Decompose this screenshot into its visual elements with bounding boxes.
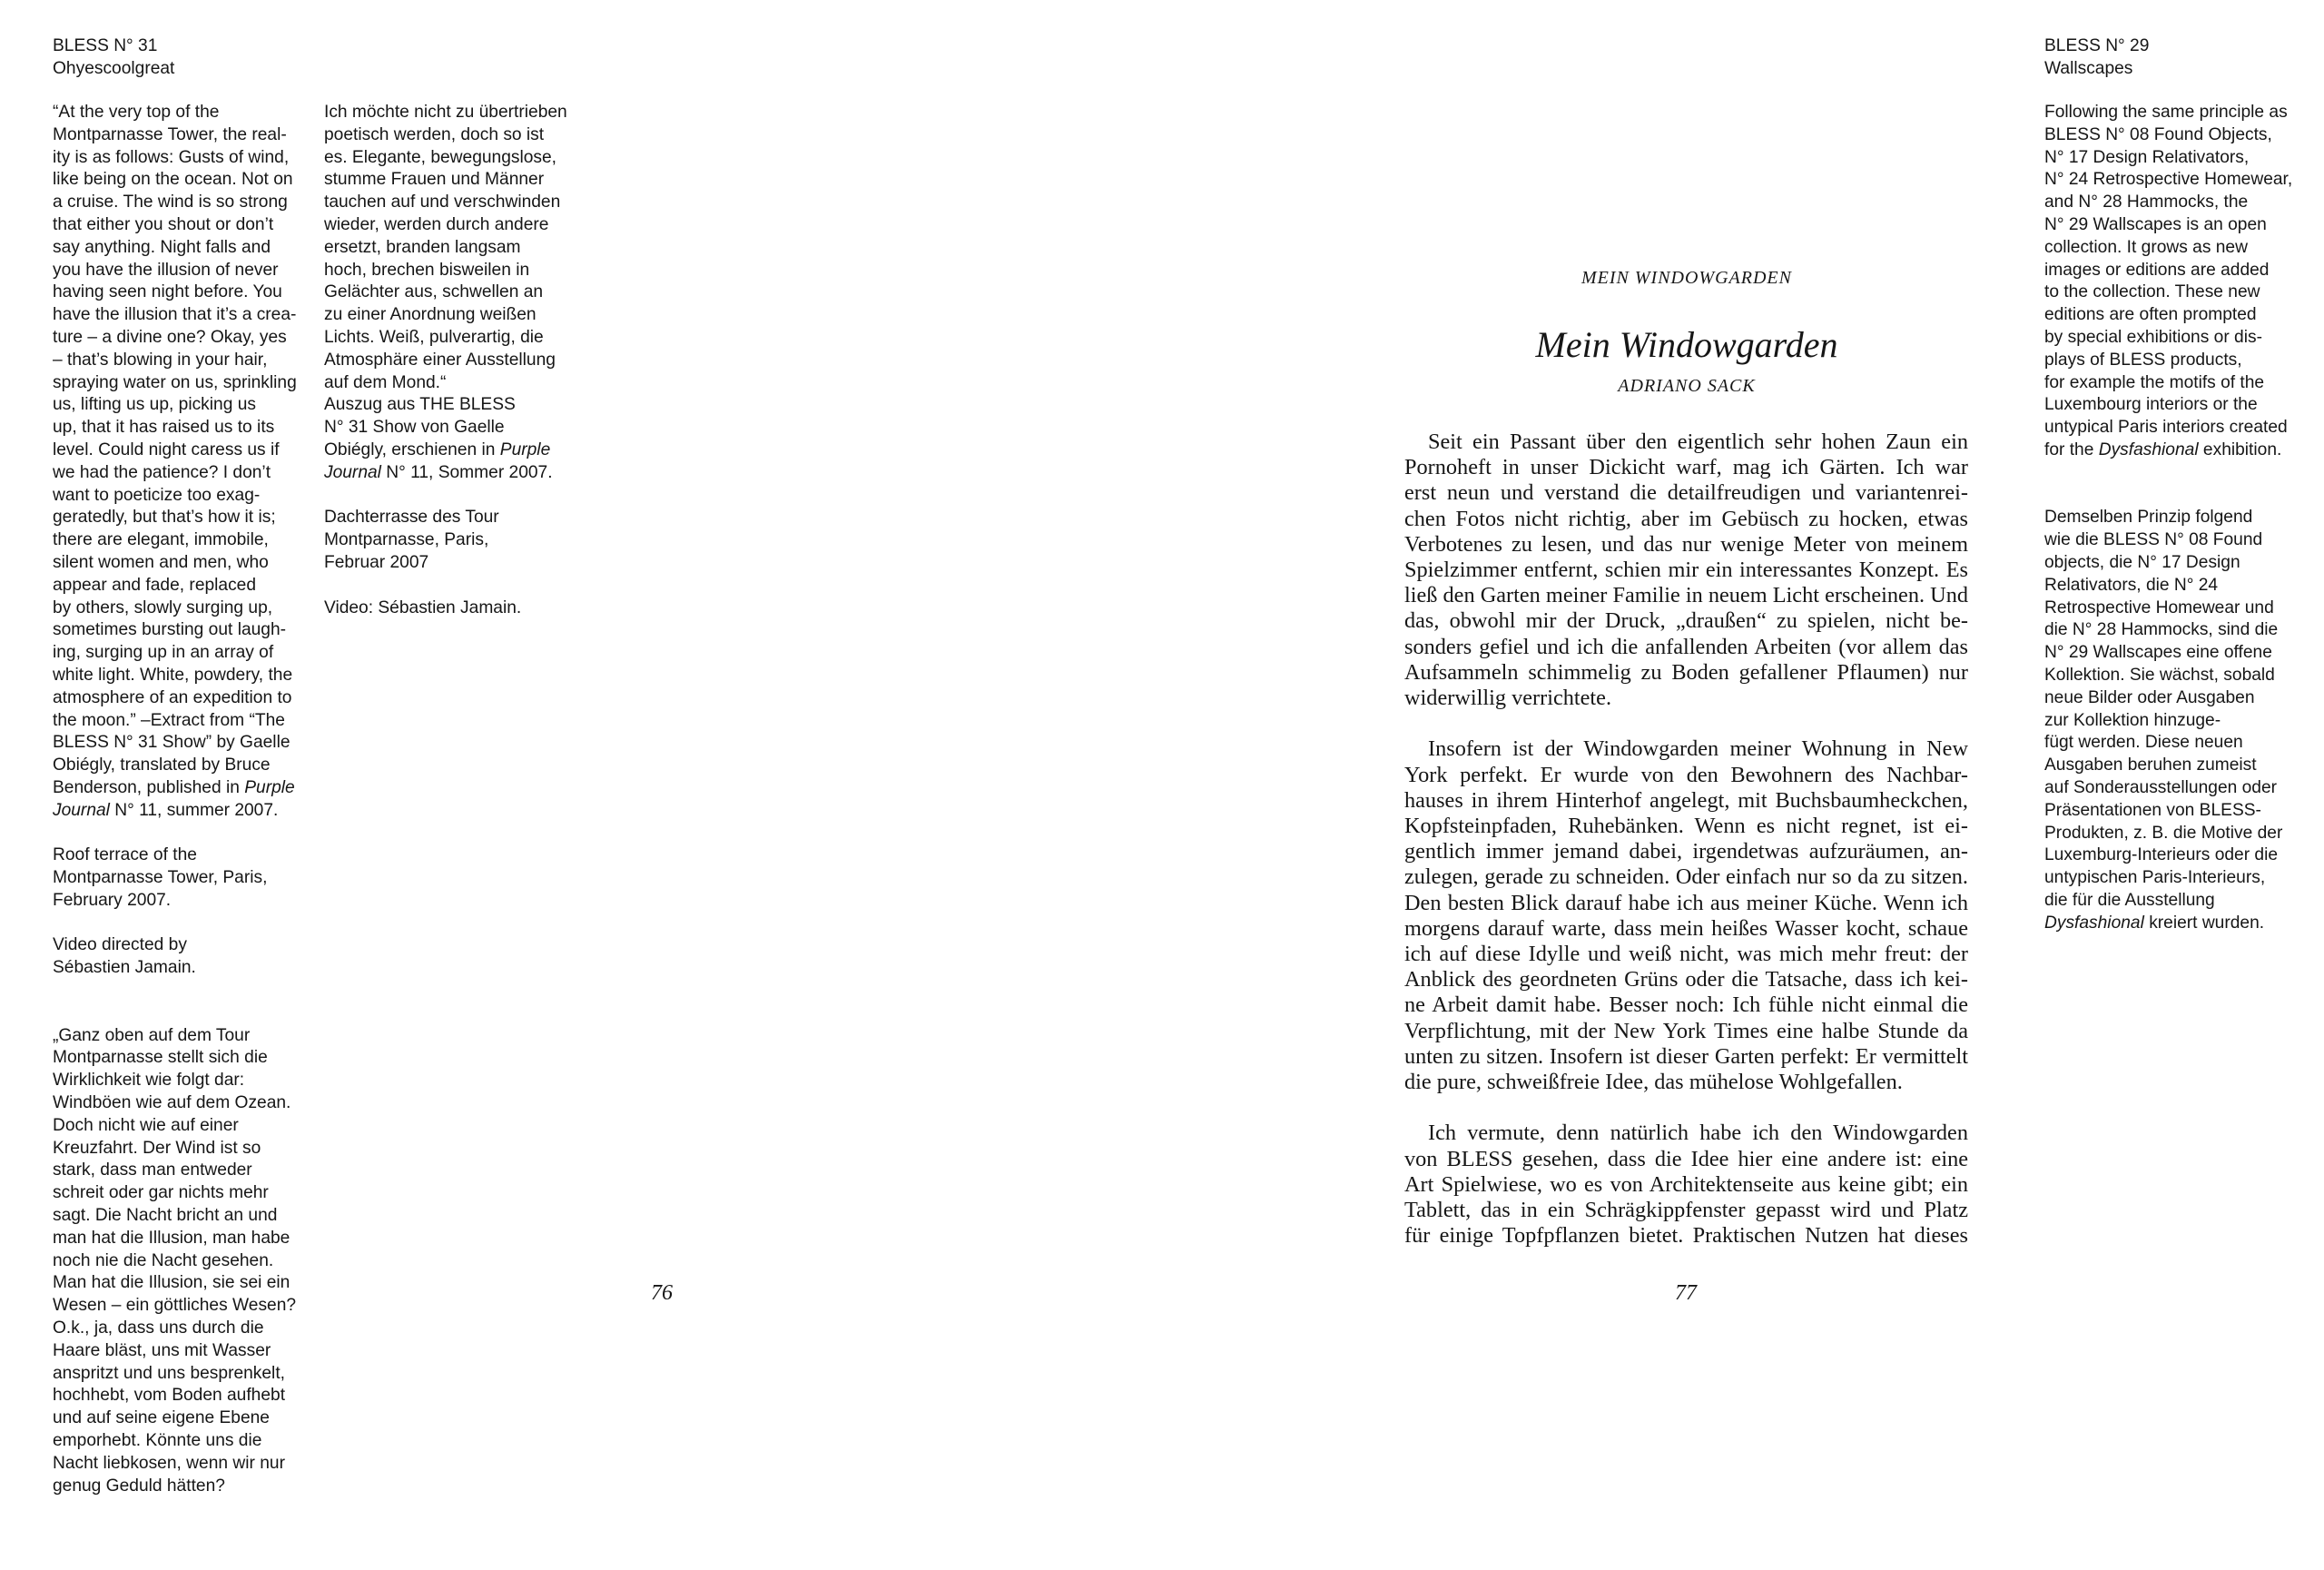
text-line: man hat die Illusion, man habe [53,1228,290,1248]
text-line: spraying water on us, sprinkling [53,372,297,392]
text-line: untypischen Paris-Interieurs, [2044,868,2266,888]
article-line: für einige Topfpflanzen bietet. Praktischen Nutzen hat dieses [1404,1223,1968,1249]
text-line: BLESS N° 08 Found Objects, [2044,124,2272,144]
text-line: untypical Paris interiors created [2044,418,2288,438]
text-line: die N° 28 Hammocks, sind die [2044,620,2279,640]
text-line: Gelächter aus, schwellen an [324,282,544,302]
text-line: ture – a divine one? Okay, yes [53,327,287,347]
text-line: wie die BLESS N° 08 Found [2044,530,2263,550]
text-line: Februar 2007 [324,552,429,572]
text-line: there are elegant, immobile, [53,530,269,550]
article-paragraph [1404,1121,1968,1249]
text-line: auf dem Mond.“ [324,372,447,392]
text-line: you have the illusion of never [53,260,279,280]
text-line: Kreuzfahrt. Der Wind ist so [53,1138,261,1158]
article-line: von BLESS gesehen, dass die Idee hier eine andere ist: eine [1404,1146,1968,1171]
sidebar-english [2044,102,2317,439]
text-line: Retrospective Homewear und [2044,597,2274,617]
text-line: geratedly, but that’s how it is; [53,508,276,528]
text-line: have the illusion that it’s a crea- [53,305,297,325]
german-quote-journal-line: Journal N° 11, Sommer 2007. [324,462,553,482]
article-line: zulegen, gerade zu schneiden. Oder einfach nur so da zu sitzen. [1404,864,1968,890]
text-line: BLESS N° 31 Show” by Gaelle [53,733,290,753]
text-line: Benderson, published in Purple [53,777,295,797]
text-line: appear and fade, replaced [53,575,257,595]
text-line: anspritzt und uns besprenkelt, [53,1363,285,1383]
article-line: die pure, schweißfreie Idee, das mühelose Wohlgefallen. [1404,1070,1903,1095]
text-line: Roof terrace of the [53,845,197,865]
text-line: stumme Frauen und Männer [324,170,545,190]
article-paragraph [1404,736,1968,1095]
text-line: sagt. Die Nacht bricht an und [53,1206,278,1226]
text-line: neue Bilder oder Ausgaben [2044,687,2255,707]
text-line: es. Elegante, bewegungslose, [324,147,557,167]
right-header-series: BLESS N° 29 [2044,36,2150,55]
text-line: say anything. Night falls and [53,237,271,257]
text-line: Kollektion. Sie wächst, sobald [2044,665,2275,685]
article-line: ließ den Garten meiner Familie in neuem Licht erscheinen. Und [1404,583,1968,608]
article-title: Mein Windowgarden [1535,324,1838,365]
text-line: plays of BLESS products, [2044,350,2242,370]
text-line: „Ganz oben auf dem Tour [53,1025,251,1045]
left-page-number: 76 [651,1281,673,1305]
text-line: that either you shout or don’t [53,214,274,234]
text-line: Video directed by [53,935,187,955]
text-line: N° 29 Wallscapes is an open [2044,214,2267,234]
text-line: February 2007. [53,890,172,910]
text-line: zu einer Anordnung weißen [324,305,537,325]
text-line: auf Sonderausstellungen oder [2044,777,2278,797]
text-line: ity is as follows: Gusts of wind, [53,147,290,167]
right-sidebar [2044,102,2317,934]
text-line: for example the motifs of the [2044,372,2265,392]
text-line: tauchen auf und verschwinden [324,193,561,212]
article-line: ne Arbeit damit habe. Besser noch: Ich fühle nicht einmal die [1404,992,1968,1018]
text-line: die für die Ausstellung [2044,890,2215,910]
article-line: erst neun und verstand die detailfreudigen und variantenrei- [1404,480,1968,506]
text-line: Sébastien Jamain. [53,958,196,978]
german-quote [53,1025,316,1498]
text-line: Luxembourg interiors or the [2044,395,2258,415]
text-line: by others, slowly surging up, [53,597,273,617]
text-line: level. Could night caress us if [53,439,280,459]
text-line: silent women and men, who [53,552,269,572]
text-line: Montparnasse stellt sich die [53,1048,268,1068]
text-line: hochhebt, vom Boden aufhebt [53,1386,286,1406]
text-line: Präsentationen von BLESS- [2044,800,2261,820]
sidebar-german-last-line: Dysfashional kreiert wurden. [2044,913,2265,933]
text-line: Wesen – ein göttliches Wesen? [53,1296,297,1316]
article-line: Insofern ist der Windowgarden meiner Wohnung in New [1428,736,1968,762]
text-line: Demselben Prinzip folgend [2044,508,2253,528]
text-line: Montparnasse, Paris, [324,530,489,550]
text-line: sometimes bursting out laugh- [53,620,287,640]
text-line: Nacht liebkosen, wenn wir nur [53,1453,285,1473]
text-line: us, lifting us up, picking us [53,395,256,415]
article-line: ich auf diese Idylle und weiß nicht, was mich mehr freut: der [1404,942,1968,967]
text-line: editions are often prompted [2044,305,2257,325]
text-line: collection. It grows as new [2044,237,2248,257]
article-line: das, obwohl mir der Druck, „draußen“ zu spielen, nicht be- [1404,608,1968,634]
german-quote-continued [324,102,596,462]
article-body [1404,430,1968,1249]
text-line: Obiégly, translated by Bruce [53,755,271,775]
text-line: genug Geduld hätten? [53,1476,225,1496]
text-line: Luxemburg-Interieurs oder die [2044,845,2279,865]
right-page-number: 77 [1675,1281,1697,1305]
article-line: sonders gefiel und ich die anfallenden Arbeiten (vor allem das [1404,634,1968,659]
left-col1 [53,102,316,1497]
text-line: ing, surging up in an array of [53,643,274,663]
english-caption-location [53,844,316,912]
text-line: ersetzt, branden langsam [324,237,521,257]
article-line: Aufsammeln schimmelig zu Boden gefallener Pflaumen) nur [1404,659,1968,685]
text-line: N° 24 Retrospective Homewear, [2044,170,2293,190]
article-paragraph [1404,430,1968,711]
running-head: MEIN WINDOWGARDEN [1581,268,1792,288]
text-line: Montparnasse Tower, Paris, [53,868,268,888]
article-line: hauses in ihrem Hinterhof angelegt, mit Buchsbaumheckchen, [1404,787,1968,813]
text-line: Following the same principle as [2044,103,2288,122]
text-line: Man hat die Illusion, sie sei ein [53,1273,290,1293]
article-line: morgens darauf warte, dass mein heißes Wasser kocht, schaue [1404,915,1968,941]
text-line: up, that it has raised us to its [53,418,275,438]
article-line: Kopfsteinpfaden, Ruhebänken. Wenn es nicht regnet, ist ei- [1404,814,1968,839]
text-line: Produkten, z. B. die Motive der [2044,823,2283,843]
text-line: having seen night before. You [53,282,282,302]
text-line: Auszug aus THE BLESS [324,395,516,415]
text-line: zur Kollektion hinzuge- [2044,710,2221,730]
text-line: poetisch werden, doch so ist [324,124,545,144]
text-line: to the collection. These new [2044,282,2260,302]
article-author: ADRIANO SACK [1618,376,1756,396]
right-header-title: Wallscapes [2044,58,2133,78]
english-quote-journal-line: Journal N° 11, summer 2007. [53,800,279,820]
text-line: wieder, werden durch andere [324,214,549,234]
text-line: atmosphere of an expedition to [53,687,292,707]
article-line: Verbotenes zu lesen, und das nur wenige Meter von meinem [1404,531,1968,557]
text-line: a cruise. The wind is so strong [53,193,288,212]
text-line: Ausgaben beruhen zumeist [2044,755,2257,775]
text-line: like being on the ocean. Not on [53,170,293,190]
text-line: objects, die N° 17 Design [2044,552,2240,572]
text-line: N° 31 Show von Gaelle [324,418,505,438]
article-line: York perfekt. Er wurde von den Bewohnern des Nachbar- [1404,762,1968,787]
text-line: O.k., ja, dass uns durch die [53,1318,264,1338]
text-line: Montparnasse Tower, the real- [53,124,287,144]
article-line: unten zu sitzen. Insofern ist dieser Garten perfekt: Er vermittelt [1404,1043,1968,1069]
german-caption-video: Video: Sébastien Jamain. [324,597,522,617]
text-line: Windböen wie auf dem Ozean. [53,1093,291,1113]
article-line: Verpflichtung, mit der New York Times eine halbe Stunde da [1404,1018,1968,1043]
article-line: chen Fotos nicht richtig, aber im Gebüsch zu hocken, etwas [1404,506,1968,531]
text-line: and N° 28 Hammocks, the [2044,193,2249,212]
text-line: noch nie die Nacht gesehen. [53,1250,274,1270]
sidebar-english-last-line: for the Dysfashional exhibition. [2044,439,2282,459]
text-line: N° 29 Wallscapes eine offene [2044,643,2272,663]
article-line: Den besten Blick darauf habe ich aus meiner Küche. Wenn ich [1404,890,1968,915]
text-line: und auf seine eigene Ebene [53,1408,270,1428]
article-line: gentlich immer jemand dabei, irgendetwas aufzuräumen, an- [1404,839,1968,864]
text-line: Dachterrasse des Tour [324,508,499,528]
text-line: schreit oder gar nichts mehr [53,1183,269,1203]
text-line: Wirklichkeit wie folgt dar: [53,1071,245,1091]
text-line: emporhebt. Könnte uns die [53,1431,262,1451]
right-header [2044,35,2149,81]
left-col2 [324,102,596,619]
english-quote [53,102,316,800]
article-line: Tablett, das in ein Schrägkippfenster gepasst wird und Platz [1404,1198,1968,1223]
text-line: Relativators, die N° 24 [2044,575,2219,595]
text-line: Ich möchte nicht zu übertrieben [324,103,567,122]
text-line: Obiégly, erschienen in Purple [324,439,551,459]
text-line: – that’s blowing in your hair, [53,350,268,370]
sidebar-german [2044,507,2317,912]
text-line: N° 17 Design Relativators, [2044,147,2250,167]
text-line: Doch nicht wie auf einer [53,1115,239,1135]
text-line: “At the very top of the [53,103,220,122]
left-header-series: BLESS N° 31 [53,36,158,55]
article-line: Seit ein Passant über den eigentlich sehr hohen Zaun ein [1428,430,1968,454]
left-header [53,35,174,81]
text-line: white light. White, powdery, the [53,665,293,685]
article-line: Pornoheft in unser Dickicht warf, mag ich Gärten. Ich war [1404,455,1968,480]
text-line: Haare bläst, uns mit Wasser [53,1340,271,1360]
text-line: fügt werden. Diese neuen [2044,733,2243,753]
left-header-title: Ohyescoolgreat [53,58,175,78]
article-line: Ich vermute, denn natürlich habe ich den Windowgarden [1428,1121,1968,1146]
text-line: Lichts. Weiß, pulverartig, die [324,327,544,347]
text-line: stark, dass man entweder [53,1160,252,1180]
text-line: the moon.” –Extract from “The [53,710,285,730]
text-line: want to poeticize too exag- [53,485,261,505]
article-line: Art Spielwiese, wo es von Architektenseite aus keine gibt; ein [1404,1171,1968,1197]
text-line: we had the patience? I don’t [53,462,271,482]
text-line: by special exhibitions or dis- [2044,327,2262,347]
english-caption-video [53,934,316,980]
german-caption-location [324,507,596,574]
article-line: Spielzimmer entfernt, schien mir ein interessantes Konzept. Es [1404,558,1968,583]
text-line: hoch, brechen bisweilen in [324,260,530,280]
text-line: images or editions are added [2044,260,2270,280]
article-line: widerwillig verrichtete. [1404,686,1612,711]
text-line: Atmosphäre einer Ausstellung [324,350,556,370]
article-line: Anblick des geordneten Grüns oder die Tatsache, dass ich kei- [1404,967,1968,992]
